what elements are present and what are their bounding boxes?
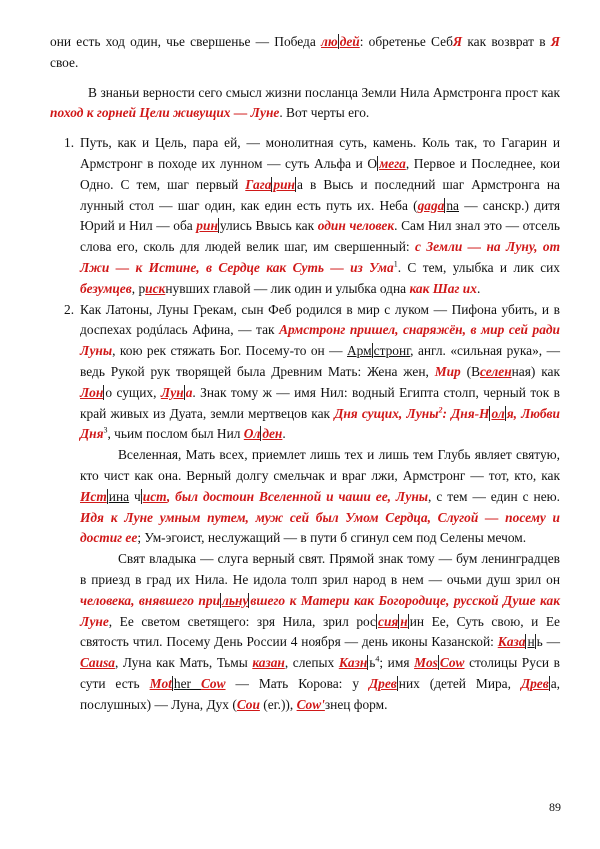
- text-run: нувших главой — лик один и улыбка одна: [165, 280, 410, 296]
- text-run: они есть ход один, чье свершенье — Победа: [50, 34, 322, 49]
- text-run: — Мать Корова: у: [225, 675, 370, 691]
- text-run: — санскр.) дитя Юрий и Нил — оба: [80, 197, 560, 234]
- text-run: Вселенная, Мать всех, приемлет лишь тех и лишь тем Глубь являет святую, кто чист как она. Верный долгу смельчак и враг лжи, Армстронг — тот, кто, как: [80, 447, 560, 483]
- footnote-mark: 2: [438, 405, 443, 415]
- text-run: . Сам Нил знал это — отсель слова его, сколь для людей велик шаг, им свершенный:: [80, 218, 560, 255]
- text-run: her: [173, 675, 201, 691]
- text-run: , Ее светом светящего: зря Нила, зрил рос: [108, 613, 376, 629]
- highlight: , был достоин Вселенной и чаши ее, Луны: [166, 488, 429, 504]
- highlight: Лон: [80, 384, 104, 400]
- highlight: селен: [480, 363, 512, 379]
- highlight: ден: [262, 426, 283, 442]
- text-run: них (детей Мира,: [398, 675, 521, 691]
- highlight: дей: [339, 34, 360, 49]
- text-run: , с тем — един с нею.: [428, 488, 560, 504]
- highlight: Ист: [80, 488, 107, 504]
- intro-paragraph-2: [50, 83, 560, 125]
- text-run: , Луна как Мать, Тьмы: [114, 655, 253, 671]
- highlight: ол: [491, 405, 505, 421]
- highlight: вшего к Матери как Богородице, русской Душе как Луне: [80, 592, 560, 629]
- highlight: а: [185, 384, 193, 400]
- highlight: я, Любви Дня: [80, 405, 560, 442]
- highlight: Лун: [160, 384, 184, 400]
- text-run: ь: [369, 655, 376, 671]
- text-run: . С тем, улыбка и лик сих: [397, 259, 560, 275]
- highlight: человека, внявшего при: [80, 592, 221, 608]
- text-run: а в Высь и последний шаг Армстронга на лунный стол — шаг один, как един есть путь их. Неба (: [80, 176, 560, 213]
- footnote-mark: 1: [393, 259, 398, 269]
- highlight: Идя к Луне умным путем, муж сей был Умом Сердца, Слугой — посему и достиг ее: [80, 509, 560, 546]
- text-run: ина: [108, 488, 130, 504]
- highlight: Ол: [243, 426, 261, 442]
- highlight: Cow: [200, 675, 226, 691]
- highlight: Каза: [497, 634, 526, 650]
- highlight: Казн: [338, 655, 368, 671]
- highlight: поход к горней Цели живущих — Луне: [50, 105, 280, 121]
- list-item-2: [50, 300, 560, 716]
- highlight: безумцев: [80, 280, 132, 296]
- highlight: gaga: [417, 197, 445, 213]
- highlight: Cow: [439, 655, 465, 671]
- text-run: (ег.)),: [259, 696, 297, 712]
- highlight: Cow': [296, 696, 325, 712]
- highlight: н: [400, 613, 408, 629]
- text-run: Свят владыка — слуга верный свят. Прямой знак тому — бум ленинградцев в приезд в град их Нила. Не идола толп зрил народ в нем — очьми душ зрил он: [80, 551, 560, 587]
- text-run: Путь, как и Цель, пара ей, — монолитная суть, камень. Коль так, то Гагарин и Армстронг в походе их лунном — суть Альфа и О: [80, 135, 560, 171]
- text-run: . Вот черты его.: [279, 105, 370, 121]
- text-run: н: [527, 634, 535, 650]
- list-item-1: [50, 133, 560, 299]
- highlight: Дня сущих, Луны: [334, 405, 439, 421]
- highlight: льну: [222, 592, 249, 608]
- footnote-mark: 4: [375, 654, 380, 664]
- text-run: , р: [131, 280, 146, 296]
- text-run: ная) как: [511, 363, 560, 379]
- text-run: столицы Руси в сути есть: [80, 655, 560, 691]
- text-run: а, послушных) — Луна, Дух (: [80, 675, 561, 712]
- highlight: Древ: [520, 675, 549, 691]
- text-run: na: [446, 197, 459, 213]
- highlight: Cou: [236, 696, 260, 712]
- intro-paragraph-1: [50, 32, 560, 74]
- text-run: свое.: [50, 54, 79, 70]
- text-run: Арм: [347, 343, 372, 359]
- text-run: ; имя: [379, 655, 415, 671]
- highlight: Гага: [245, 176, 272, 192]
- highlight: сия: [378, 613, 399, 629]
- text-run: о сущих,: [105, 384, 161, 400]
- footnote-mark: 3: [103, 425, 108, 435]
- text-run: ; Ум-эгоист, неслужащий — в пути б сгинул сем под Селены мечом.: [137, 530, 527, 546]
- highlight: иск: [145, 280, 166, 296]
- highlight: : Дня-Н: [442, 405, 490, 421]
- highlight: как Шаг их: [409, 280, 477, 296]
- text-run: , Первое и Последнее, кои Одно. С тем, шаг первый: [80, 155, 560, 192]
- paragraph-universe: [80, 445, 560, 549]
- highlight: Mot: [149, 675, 172, 691]
- text-run: Как Латоны, Луны Грекам, сын Феб родился в мир с луком — Пифона убить, и в доспехах родúлась Афина, — так: [80, 301, 560, 338]
- highlight: Армстронг пришел, снаряжён, в мир сей ради Луны: [80, 322, 560, 359]
- text-run: ин Ее, Суть свою, и Ее святость чтил. Посему День России 4 ноября — день иконы Казанской:: [80, 613, 561, 650]
- highlight: Мир: [434, 363, 461, 379]
- text-run: В знаньи верности сего смысл жизни посланца Земли Нила Армстронга прост как: [88, 84, 560, 100]
- highlight: Mos: [414, 655, 438, 671]
- text-run: улись Ввысь как: [219, 218, 318, 234]
- body-text: [50, 32, 560, 716]
- highlight: рин: [273, 176, 295, 192]
- numbered-list: [50, 133, 560, 715]
- highlight: ист: [142, 488, 167, 504]
- text-run: , кою рек стяжать Бог. Посему-то он —: [112, 343, 348, 359]
- text-run: , чьим послом был Нил: [107, 426, 244, 442]
- text-run: .: [282, 426, 286, 442]
- page-number: 89: [549, 800, 561, 814]
- highlight: Древ: [369, 675, 397, 691]
- highlight: один человек: [317, 218, 395, 234]
- text-run: ч: [129, 488, 141, 504]
- highlight: рин: [196, 218, 218, 234]
- text-run: знец форм.: [324, 696, 388, 712]
- highlight: Я: [550, 34, 560, 49]
- text-run: как возврат в: [462, 34, 551, 49]
- text-run: . Знак тому ж — имя Нил: водный Египта столп, черный ток в край живых из Дуата, земли мертвецов как: [80, 384, 561, 421]
- text-run: .: [476, 280, 481, 296]
- highlight: казан: [252, 655, 285, 671]
- text-run: (В: [460, 363, 480, 379]
- highlight: мега: [379, 155, 406, 171]
- highlight: Я: [452, 34, 463, 49]
- highlight: Causa: [80, 655, 115, 671]
- highlight: лю: [321, 34, 338, 49]
- highlight: с Земли — на Луну, от Лжи — к Истине, в Сердце как Суть — из Ума: [80, 239, 561, 275]
- list-number: 1.: [64, 135, 75, 151]
- paragraph-ruler: [80, 549, 560, 715]
- text-run: , слепых: [284, 655, 339, 671]
- text-run: ь —: [536, 634, 560, 650]
- list-number: 2.: [64, 301, 75, 317]
- text-run: : обретенье Себ: [359, 34, 453, 49]
- text-run: , англ. «сильная рука», — ведь Рукой рук творящей была Древним Мать: Жена жен,: [80, 343, 560, 379]
- text-run: стронг: [373, 343, 411, 359]
